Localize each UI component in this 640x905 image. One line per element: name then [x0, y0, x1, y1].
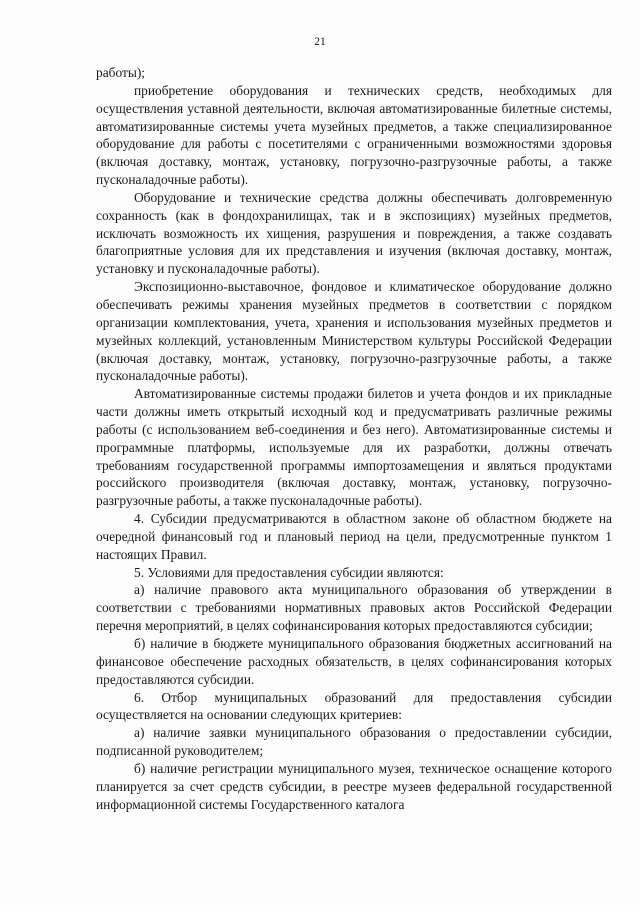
paragraph-automated-systems: Автоматизированные системы продажи билетов и учета фондов и их прикладные части должны иметь открытый исходный код и предусматривать различные режимы работы (с использованием веб-соединения и без него). Автоматизированные системы и программные платформы, используемые для их разработки, должны отвечать требованиям государственной программы импортозамещения и являться продуктами российского производителя (включая доставку, монтаж, установку, погрузочно-разгрузочные работы, а также пусконаладочные работы). — [96, 386, 612, 509]
page-number: 21 — [314, 36, 326, 48]
paragraph-clause-5b: б) наличие в бюджете муниципального образования бюджетных ассигнований на финансовое обеспечение расходных обязательств, в целях софинансирования которых предоставляются субсидии. — [96, 636, 612, 687]
document-body — [96, 64, 612, 813]
paragraph-equipment-requirements: Оборудование и технические средства должны обеспечивать долговременную сохранность (как в фондохранилищах, так и в экспозициях) музейных предметов, исключать возможность их хищения, разрушения и повреждения, а также создавать благоприятные условия для их представления и изучения (включая доставку, монтаж, установку и пусконаладочные работы). — [96, 189, 612, 277]
paragraph-clause-5: 5. Условиями для предоставления субсидии являются: — [134, 564, 444, 580]
paragraph-clause-4: 4. Субсидии предусматриваются в областном законе об областном бюджете на очередной финансовый год и плановый период на цели, предусмотренные пунктом 1 настоящих Правил. — [96, 511, 612, 562]
paragraph-continuation: работы); — [96, 65, 145, 80]
paragraph-clause-6: 6. Отбор муниципальных образований для предоставления субсидии осуществляется на основании следующих критериев: — [96, 689, 612, 723]
paragraph-equipment-acquisition: приобретение оборудования и технических средств, необходимых для осуществления уставной деятельности, включая автоматизированные билетные системы, автоматизированные системы учета музейных предметов, а также специализированное оборудование для работы с посетителями с ограниченными возможностями здоровья (включая доставку, монтаж, установку, погрузочно-разгрузочные работы, а также пусконаладочные работы). — [96, 82, 612, 188]
paragraph-clause-6b: б) наличие регистрации муниципального музея, техническое оснащение которого планируется за счет средств субсидии, в реестре музеев федеральной государственной информационной системы Государственного каталога — [96, 760, 612, 812]
paragraph-clause-5a: а) наличие правового акта муниципального образования об утверждении в соответствии с требованиями нормативных правовых актов Российской Федерации перечня мероприятий, в целях софинансирования которых предоставляются субсидии; — [96, 582, 612, 634]
paragraph-exhibition-equipment: Экспозиционно-выставочное, фондовое и климатическое оборудование должно обеспечивать режимы хранения музейных предметов в соответствии с порядком организации комплектования, учета, хранения и использования музейных предметов и музейных коллекций, установленным Министерством культуры Российской Федерации (включая доставку, монтаж, установку, погрузочно-разгрузочные работы, а также пусконаладочные работы). — [96, 279, 612, 384]
paragraph-clause-6a: а) наличие заявки муниципального образования о предоставлении субсидии, подписанной руководителем; — [96, 725, 612, 759]
